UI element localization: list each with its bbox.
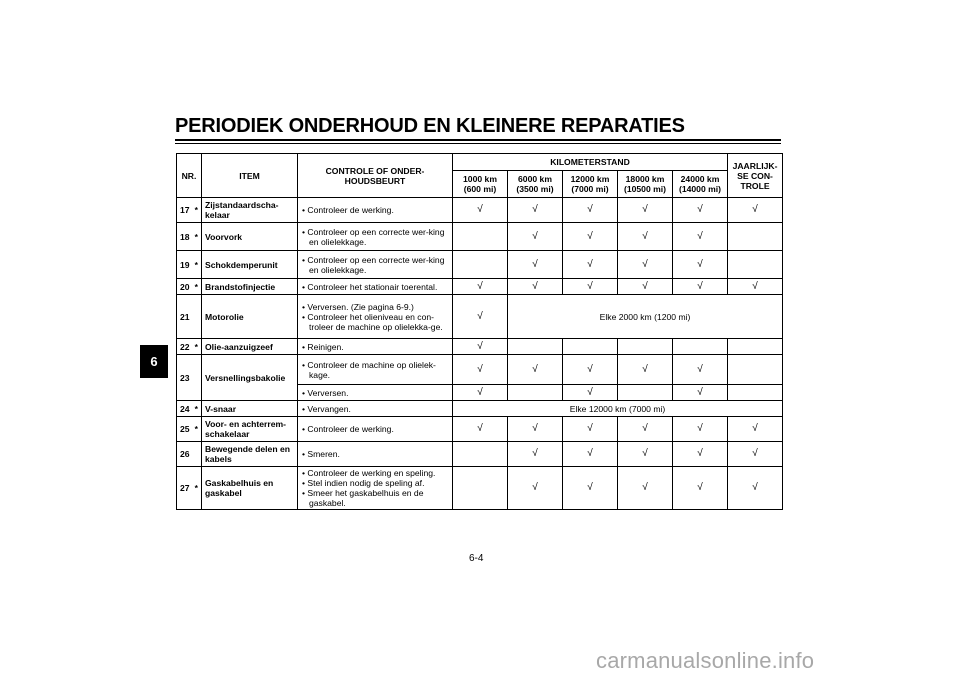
table-row [177,339,783,355]
check-cell: √ [618,279,673,295]
check-cell [618,385,673,401]
row-number-text: 19 [180,259,190,270]
header-item: ITEM [202,154,298,198]
check-cell: √ [728,467,783,510]
check-cell: √ [618,198,673,223]
control-bullet: • Reinigen. [302,341,344,352]
check-cell: √ [618,223,673,251]
row-number-text: 21 [180,311,190,322]
check-cell: √ [453,279,508,295]
check-cell: √ [508,355,563,385]
table-row [177,295,783,339]
row-number-text: 20 [180,281,190,292]
check-cell [508,339,563,355]
row-number-text: 26 [180,449,190,459]
header-annual-check: JAARLIJK-SE CON-TROLE [728,154,783,198]
check-cell [618,339,673,355]
row-item: Bewegende delen en kabels [202,442,298,467]
check-cell: √ [728,417,783,442]
row-control [298,401,453,417]
control-bullet: • Smeer het gaskabelhuis en de gaskabel. [302,488,424,508]
check-cell [563,339,618,355]
row-control [298,355,453,385]
header-km-0: 1000 km (600 mi) [453,171,508,198]
row-number-text: 24 [180,403,190,414]
control-bullet: • Verversen. [302,387,349,398]
header-kilometerstand: KILOMETERSTAND [453,154,728,171]
row-number [177,339,202,355]
row-number [177,442,202,467]
check-cell: √ [508,223,563,251]
table-row [177,442,783,467]
row-number [177,223,202,251]
check-cell: √ [563,223,618,251]
row-number-text: 17 [180,205,190,215]
row-number [177,198,202,223]
check-cell [453,223,508,251]
header-km-1: 6000 km (3500 mi) [508,171,563,198]
check-cell: √ [453,198,508,223]
check-cell: √ [508,467,563,510]
row-control [298,295,453,339]
row-item: V-snaar [202,401,298,417]
table-row [177,355,783,385]
check-cell [453,251,508,279]
service-star: * [194,205,198,215]
watermark: carmanualsonline.info [596,648,815,673]
service-star: * [194,403,198,414]
row-control [298,279,453,295]
control-bullet: • Controleer op een correcte wer-king en olielekkage. [302,226,445,247]
check-cell: √ [563,385,618,401]
row-number [177,401,202,417]
check-cell: √ [728,198,783,223]
row-number [177,417,202,442]
check-cell [453,442,508,467]
control-bullet: • Vervangen. [302,403,351,414]
row-number [177,251,202,279]
row-number-text: 18 [180,231,190,242]
header-control: CONTROLE OF ONDER-HOUDSBEURT [298,154,453,198]
table-row [177,417,783,442]
control-bullet: • Controleer de werking. [302,424,394,434]
check-cell [728,355,783,385]
row-number-text: 27 [180,483,190,493]
header-km-3: 18000 km (10500 mi) [618,171,673,198]
table-row [177,279,783,295]
check-cell: √ [728,442,783,467]
check-cell: √ [673,279,728,295]
check-cell: √ [673,467,728,510]
check-cell [728,223,783,251]
check-cell [673,339,728,355]
header-nr: NR. [177,154,202,198]
control-bullet: • Controleer de werking. [302,205,394,215]
check-cell [728,385,783,401]
control-bullet: • Controleer de machine op olielek-kage. [302,359,436,380]
service-star: * [194,281,198,292]
control-bullet: • Verversen. (Zie pagina 6-9.) [302,301,414,312]
row-control [298,385,453,401]
service-star: * [194,259,198,270]
page-number: 6-4 [469,553,484,564]
check-cell: √ [453,355,508,385]
row-number [177,295,202,339]
check-cell: √ [563,442,618,467]
check-cell: √ [673,417,728,442]
row-control [298,442,453,467]
row-item: Zijstandaardscha-kelaar [202,198,298,223]
row-item: Versnellingsbakolie [202,355,298,401]
row-number [177,279,202,295]
table-row [177,251,783,279]
control-bullet: • Controleer het olieniveau en con-troleer de machine op olielekka-ge. [302,311,443,332]
row-control [298,339,453,355]
interval-text: Elke 12000 km (7000 mi) [453,401,783,417]
control-bullet: • Controleer op een correcte wer-king en olielekkage. [302,254,445,275]
table-row [177,198,783,223]
row-number [177,355,202,401]
check-cell: √ [508,251,563,279]
check-cell: √ [673,385,728,401]
check-cell: √ [508,279,563,295]
control-bullet: • Smeren. [302,449,340,459]
check-cell: √ [508,442,563,467]
check-cell: √ [673,198,728,223]
check-cell: √ [618,442,673,467]
check-cell: √ [673,251,728,279]
row-control [298,251,453,279]
check-cell: √ [563,467,618,510]
control-bullet: • Controleer de werking en speling. [302,468,436,478]
row-number [177,467,202,510]
table-row [177,401,783,417]
row-control [298,417,453,442]
check-cell [728,339,783,355]
check-cell: √ [618,417,673,442]
check-cell [453,467,508,510]
row-control [298,198,453,223]
row-item: Schokdemperunit [202,251,298,279]
check-cell: √ [673,442,728,467]
check-cell: √ [563,417,618,442]
check-cell [508,385,563,401]
row-number-text: 22 [180,341,190,352]
row-item: Voorvork [202,223,298,251]
row-item: Olie-aanzuigzeef [202,339,298,355]
check-cell: √ [673,223,728,251]
interval-text: Elke 2000 km (1200 mi) [508,295,783,339]
row-item: Voor- en achterrem-schakelaar [202,417,298,442]
check-cell: √ [563,251,618,279]
header-rule-thin [175,143,781,144]
maintenance-table [176,153,783,510]
service-star: * [194,483,198,493]
service-star: * [194,424,198,434]
service-star: * [194,231,198,242]
check-cell: √ [618,355,673,385]
check-cell: √ [728,279,783,295]
row-number-text: 23 [180,372,190,383]
control-bullet: • Stel indien nodig de speling af. [302,478,425,488]
check-cell: √ [508,198,563,223]
row-control [298,223,453,251]
service-star: * [194,341,198,352]
row-item: Gaskabelhuis en gaskabel [202,467,298,510]
check-cell: √ [563,279,618,295]
check-cell: √ [563,355,618,385]
header-km-4: 24000 km (14000 mi) [673,171,728,198]
row-number-text: 25 [180,424,190,434]
check-cell [728,251,783,279]
check-cell: √ [453,417,508,442]
header-km-2: 12000 km (7000 mi) [563,171,618,198]
check-cell: √ [673,355,728,385]
table-row [177,223,783,251]
check-cell: √ [618,251,673,279]
page-title: PERIODIEK ONDERHOUD EN KLEINERE REPARATIES [175,115,685,137]
row-item: Brandstofinjectie [202,279,298,295]
check-cell: √ [453,385,508,401]
control-bullet: • Controleer het stationair toerental. [302,281,438,292]
check-cell: √ [618,467,673,510]
row-item: Motorolie [202,295,298,339]
check-cell: √ [453,339,508,355]
chapter-tab: 6 [140,345,168,378]
table-row [177,467,783,510]
check-cell: √ [453,295,508,339]
check-cell: √ [563,198,618,223]
check-cell: √ [508,417,563,442]
row-control [298,467,453,510]
header-rule-thick [175,139,781,141]
